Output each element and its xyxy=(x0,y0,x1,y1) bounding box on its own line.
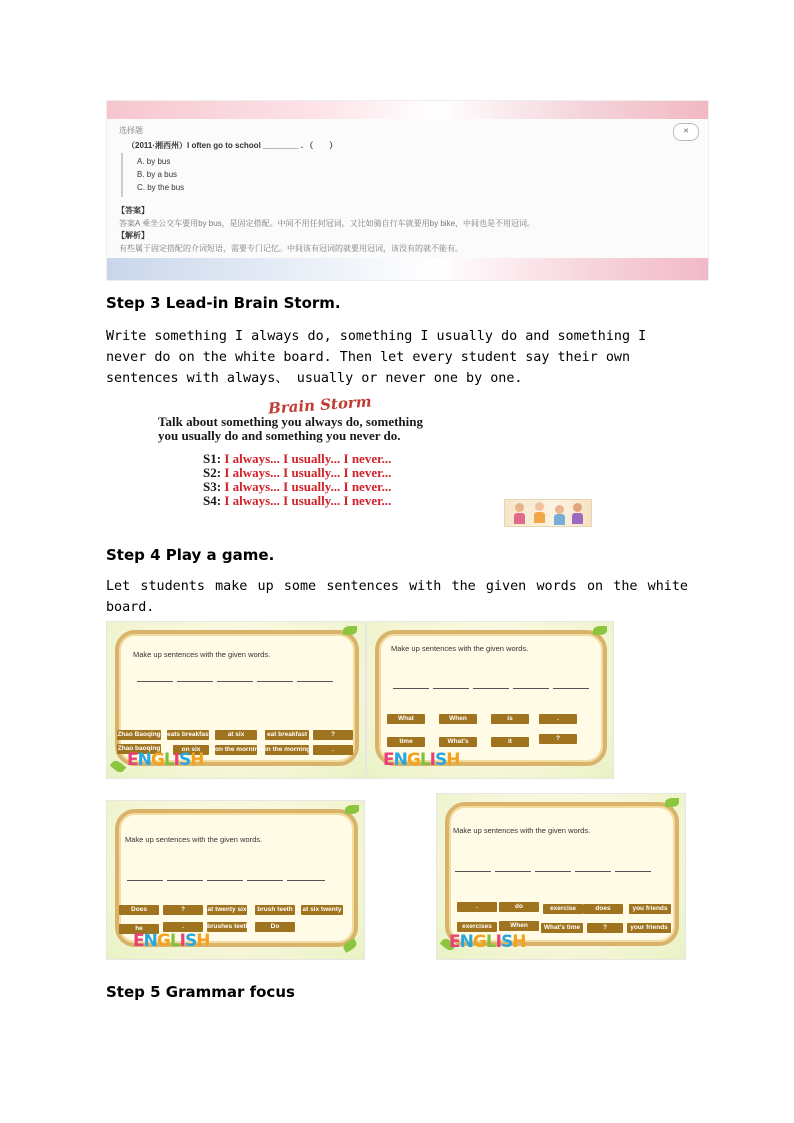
logo-letter: S xyxy=(179,750,191,770)
logo-letter: G xyxy=(472,932,486,952)
game-slide-1 xyxy=(106,621,366,779)
word-tile[interactable]: When xyxy=(439,714,477,724)
step3-line-2: never do on the white board. Then let every student say their own xyxy=(106,350,631,365)
word-tile[interactable]: Zhao baoqing xyxy=(117,745,161,752)
word-tile[interactable]: your friends xyxy=(627,923,671,933)
word-tile[interactable]: Does xyxy=(119,905,159,915)
word-tile[interactable]: is xyxy=(491,714,529,724)
game-slide-4 xyxy=(436,793,686,960)
option-b[interactable]: B. by a bus xyxy=(137,170,178,179)
word-tile[interactable]: When xyxy=(499,921,539,931)
word-tile[interactable]: on six xyxy=(173,745,209,755)
slide-instruction: Make up sentences with the given words. xyxy=(453,826,591,835)
word-tile[interactable]: exercise xyxy=(543,904,583,914)
word-tile[interactable]: eat breakfast xyxy=(266,731,308,738)
step3-line-1: Write something I always do, something I usually do and something I xyxy=(106,329,647,344)
analysis-label: 【解析】 xyxy=(117,231,149,240)
word-tile[interactable]: ? xyxy=(313,730,353,740)
answer-blank[interactable] xyxy=(217,681,253,682)
decorative-bottom-band xyxy=(107,258,708,280)
english-logo xyxy=(127,750,203,770)
step4-text: Let students make up some sentences with the given words on the white board. xyxy=(106,579,688,615)
word-tile[interactable]: What's time xyxy=(541,923,583,933)
word-tile[interactable]: in the morning xyxy=(265,746,311,753)
logo-letter: I xyxy=(173,750,179,770)
option-c[interactable]: C. by the bus xyxy=(137,183,185,192)
brainstorm-row-s4 xyxy=(203,493,391,509)
answer-blank[interactable] xyxy=(473,688,509,689)
person-icon xyxy=(514,513,525,524)
logo-letter: G xyxy=(406,750,420,770)
logo-letter: I xyxy=(429,750,435,770)
analysis-text: 有些属于固定搭配的介词短语，需要专门记忆。中间该有冠词的就要用冠词，该没有的就不能有。 xyxy=(119,244,463,253)
logo-letter: N xyxy=(137,750,151,770)
answer-blank[interactable] xyxy=(553,688,589,689)
leaf-icon xyxy=(665,798,679,807)
answer-blank[interactable] xyxy=(495,871,531,872)
english-logo xyxy=(133,931,209,951)
step5-heading: Step 5 Grammar focus xyxy=(106,983,295,1001)
person-icon xyxy=(535,502,544,511)
person-icon xyxy=(573,503,582,512)
logo-letter: H xyxy=(446,750,460,770)
word-tile[interactable]: you friends xyxy=(629,904,671,914)
logo-letter: I xyxy=(495,932,501,952)
decorative-top-band xyxy=(107,101,708,119)
question-type-label: 选择题 xyxy=(119,126,143,135)
person-icon xyxy=(555,505,564,514)
logo-letter: S xyxy=(435,750,447,770)
brainstorm-intro-1: Talk about something you always do, something xyxy=(158,414,423,429)
logo-letter: H xyxy=(196,931,210,951)
step3-heading: Step 3 Lead-in Brain Storm. xyxy=(106,294,341,312)
word-tile[interactable]: do xyxy=(499,902,539,912)
brainstorm-title: Brain Storm xyxy=(267,392,373,418)
word-tile[interactable]: What's xyxy=(439,737,477,747)
row-label: S1: xyxy=(203,451,222,466)
row-text: I always... I usually... I never... xyxy=(224,465,392,480)
options-bar xyxy=(121,153,123,197)
word-tile[interactable]: exercises xyxy=(457,922,497,932)
word-tile[interactable]: What xyxy=(387,714,425,724)
answer-blank[interactable] xyxy=(137,681,173,682)
logo-letter: N xyxy=(459,932,473,952)
person-icon xyxy=(515,503,524,512)
logo-letter: G xyxy=(150,750,164,770)
word-tile[interactable]: ? xyxy=(539,734,577,744)
word-tile[interactable]: eats breakfast xyxy=(167,731,211,738)
logo-letter: L xyxy=(169,931,180,951)
word-tile[interactable]: does xyxy=(583,904,623,914)
word-tile[interactable]: at six twenty xyxy=(302,906,342,913)
step3-line-3: sentences with always、 usually or never one by one. xyxy=(106,371,523,386)
answer-blank[interactable] xyxy=(287,880,325,881)
logo-letter: L xyxy=(485,932,496,952)
word-tile[interactable]: at six xyxy=(215,730,257,740)
row-label: S3: xyxy=(203,479,222,494)
answer-blank[interactable] xyxy=(433,688,469,689)
word-tile[interactable]: Zhao Baoqing xyxy=(117,731,161,738)
word-tile[interactable]: . xyxy=(539,714,577,724)
person-icon xyxy=(572,513,583,524)
logo-letter: E xyxy=(383,750,394,770)
answer-blank[interactable] xyxy=(257,681,293,682)
step4-heading: Step 4 Play a game. xyxy=(106,546,275,564)
word-tile[interactable]: ? xyxy=(587,923,623,933)
answer-blank[interactable] xyxy=(535,871,571,872)
word-tile[interactable]: at twenty six xyxy=(207,906,247,913)
word-tile[interactable]: brushes teeth xyxy=(207,923,250,930)
answer-blank[interactable] xyxy=(455,871,491,872)
logo-letter: E xyxy=(449,932,460,952)
close-icon[interactable]: ✕ xyxy=(673,123,699,141)
row-text: I always... I usually... I never... xyxy=(224,479,392,494)
leaf-icon xyxy=(593,626,607,635)
quiz-screenshot xyxy=(106,100,709,281)
logo-letter: L xyxy=(419,750,430,770)
answer-blank[interactable] xyxy=(575,871,611,872)
answer-label: 【答案】 xyxy=(117,206,149,215)
row-text: I always... I usually... I never... xyxy=(224,493,392,508)
logo-letter: N xyxy=(143,931,157,951)
slide-instruction: Make up sentences with the given words. xyxy=(125,835,263,844)
logo-letter: S xyxy=(501,932,513,952)
person-icon xyxy=(534,512,545,523)
logo-letter: L xyxy=(163,750,174,770)
answer-blank[interactable] xyxy=(615,871,651,872)
word-tile[interactable]: . xyxy=(313,745,353,755)
leaf-icon xyxy=(343,626,357,635)
answer-blank[interactable] xyxy=(167,880,203,881)
answer-blank[interactable] xyxy=(297,681,333,682)
answer-blank[interactable] xyxy=(207,880,243,881)
answer-blank[interactable] xyxy=(513,688,549,689)
answer-blank[interactable] xyxy=(127,880,163,881)
english-logo xyxy=(383,750,459,770)
slide-instruction: Make up sentences with the given words. xyxy=(133,650,271,659)
logo-letter: N xyxy=(393,750,407,770)
game-slide-2 xyxy=(366,621,614,779)
word-tile[interactable]: he xyxy=(119,924,159,934)
option-a[interactable]: A. by bus xyxy=(137,157,171,166)
slide-instruction: Make up sentences with the given words. xyxy=(391,644,529,653)
word-tile[interactable]: Do xyxy=(255,922,295,932)
logo-letter: E xyxy=(133,931,144,951)
row-text: I always... I usually... I never... xyxy=(224,451,392,466)
word-tile[interactable]: on the morning xyxy=(215,746,263,753)
word-tile[interactable]: it xyxy=(491,737,529,747)
word-tile[interactable]: . xyxy=(457,902,497,912)
word-tile[interactable]: . xyxy=(163,922,203,932)
logo-letter: H xyxy=(512,932,526,952)
logo-letter: S xyxy=(185,931,197,951)
answer-text: 答案A 乘坐公交车要用by bus，是固定搭配。中间不用任何冠词。又比如骑自行车就要用by bike，中间也是不用冠词。 xyxy=(119,219,536,228)
person-icon xyxy=(554,514,565,525)
leaf-icon xyxy=(345,805,359,814)
english-logo xyxy=(449,932,525,952)
logo-letter: I xyxy=(179,931,185,951)
logo-letter: G xyxy=(156,931,170,951)
game-slide-3 xyxy=(106,800,365,960)
word-tile[interactable]: ? xyxy=(163,905,203,915)
brainstorm-intro-2: you usually do and something you never do. xyxy=(158,428,401,443)
word-tile[interactable]: time xyxy=(387,737,425,747)
word-tile[interactable]: brush teeth xyxy=(255,905,295,915)
logo-letter: H xyxy=(190,750,204,770)
answer-blank[interactable] xyxy=(177,681,213,682)
question-text: （2011·湘西州）I often go to school ________ . （ ） xyxy=(127,141,338,150)
answer-blank[interactable] xyxy=(393,688,429,689)
answer-blank[interactable] xyxy=(247,880,283,881)
row-label: S2: xyxy=(203,465,222,480)
row-label: S4: xyxy=(203,493,222,508)
logo-letter: E xyxy=(127,750,138,770)
family-illustration xyxy=(504,499,592,527)
